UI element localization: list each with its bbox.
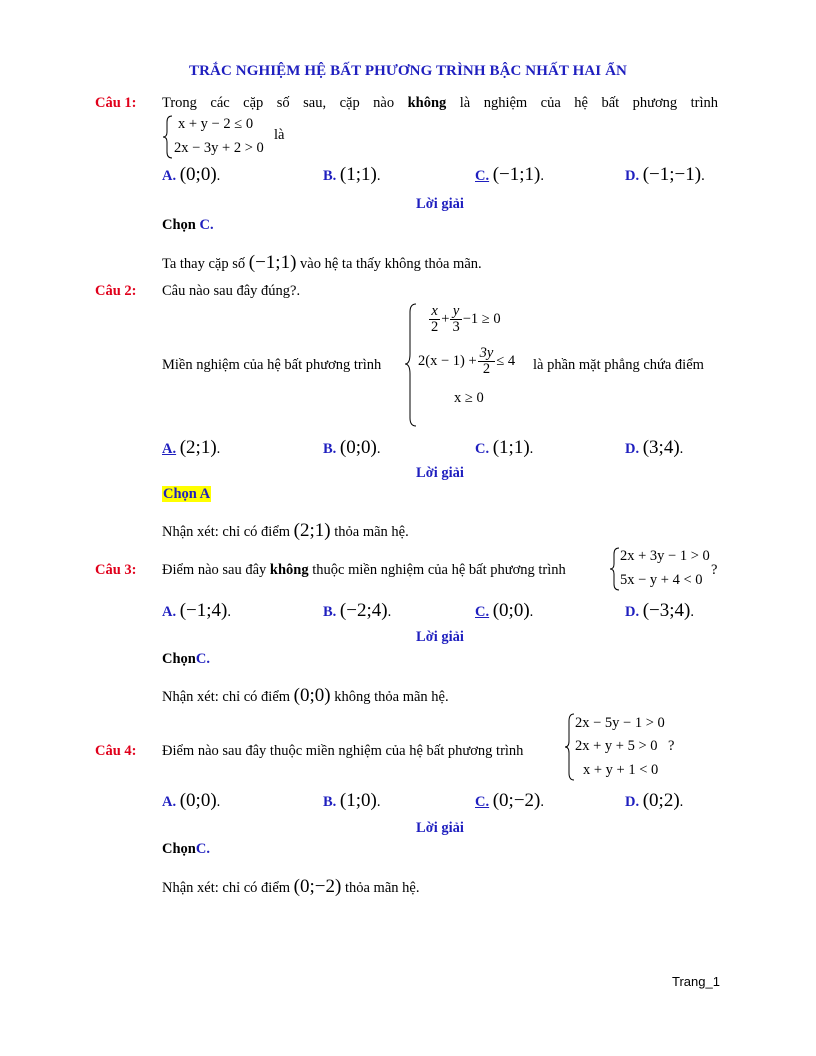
q1-option-b[interactable]: B. (1;1).: [323, 164, 381, 185]
q4-option-d[interactable]: D. (0;2).: [625, 790, 684, 811]
question-1-system-line-2: 2x − 3y + 2 > 0: [174, 140, 264, 156]
question-1-label: Câu 1:: [95, 95, 137, 111]
question-1-system-suffix: là: [274, 127, 285, 143]
q4-option-c[interactable]: C. (0;−2).: [475, 790, 545, 811]
page-number: Trang_1: [672, 974, 720, 989]
question-2-eq-1: $\frac{x}{2}$ + $\frac{y}{3}$ −1 ≥ 0: [431, 303, 501, 336]
question-1-text-bold: không: [407, 95, 447, 111]
question-2-eq-3: x ≥ 0: [454, 390, 484, 406]
q1-solution-heading: Lời giải: [416, 196, 464, 212]
q2-solution-heading: Lời giải: [416, 465, 464, 481]
q1-option-d[interactable]: D. (−1;−1).: [625, 164, 705, 185]
question-1-text-pre: Trong các cặp số sau, cặp nào: [162, 95, 395, 111]
q4-option-b[interactable]: B. (1;0).: [323, 790, 381, 811]
question-1-system-line-1: x + y − 2 ≤ 0: [178, 116, 254, 132]
question-3-system-suffix: ?: [711, 562, 718, 578]
question-4-text: Điểm nào sau đây thuộc miền nghiệm của hệ bất phương trình: [162, 743, 524, 759]
question-2-system: [404, 302, 534, 428]
question-1-text: [162, 95, 718, 112]
question-2-eq-2: 2(x − 1) + $\frac{3y}{2}$ ≤ 4: [418, 345, 516, 378]
question-4-system: [564, 712, 674, 782]
q1-option-a[interactable]: A. (0;0).: [162, 164, 221, 185]
q4-option-a[interactable]: A. (0;0).: [162, 790, 221, 811]
question-2-label: Câu 2:: [95, 283, 137, 299]
q3-solution-heading: Lời giải: [416, 629, 464, 645]
question-3-label: Câu 3:: [95, 562, 137, 578]
question-4-label: Câu 4:: [95, 743, 137, 759]
q4-explanation: Nhận xét: chỉ có điểm (0;−2) thỏa mãn hệ.: [162, 876, 420, 897]
q2-answer: Chọn A: [163, 486, 211, 502]
question-3-text: Điểm nào sau đây không thuộc miền nghiệm của hệ bất phương trình: [162, 562, 566, 578]
q1-option-c[interactable]: C. (−1;1).: [475, 164, 545, 185]
q3-option-d[interactable]: D. (−3;4).: [625, 600, 695, 621]
left-brace-icon: [404, 302, 418, 428]
left-brace-icon: [162, 114, 174, 160]
question-2-lead: Miền nghiệm của hệ bất phương trình: [162, 357, 382, 373]
q3-answer: ChọnC.: [162, 651, 210, 667]
question-1-text-post: là nghiệm của hệ bất phương trình: [459, 95, 719, 111]
q3-option-a[interactable]: A. (−1;4).: [162, 600, 232, 621]
q3-option-b[interactable]: B. (−2;4).: [323, 600, 392, 621]
question-3-system: [609, 546, 719, 592]
question-1-system: [162, 114, 272, 160]
q3-option-c[interactable]: C. (0;0).: [475, 600, 534, 621]
question-3-system-line-2: 5x − y + 4 < 0: [620, 572, 703, 588]
question-4-system-line-3: x + y + 1 < 0: [583, 762, 659, 778]
q1-explanation: Ta thay cặp số (−1;1) vào hệ ta thấy không thỏa mãn.: [162, 252, 482, 273]
q2-option-c[interactable]: C. (1;1).: [475, 437, 534, 458]
q2-explanation: Nhận xét: chỉ có điểm (2;1) thỏa mãn hệ.: [162, 520, 409, 541]
q2-option-a[interactable]: A. (2;1).: [162, 437, 221, 458]
question-2-tail: là phần mặt phẳng chứa điểm: [533, 357, 704, 373]
page-title: TRẮC NGHIỆM HỆ BẤT PHƯƠNG TRÌNH BẬC NHẤT HAI ẨN: [189, 63, 627, 79]
q4-answer: ChọnC.: [162, 841, 210, 857]
question-4-system-line-2: 2x + y + 5 > 0: [575, 738, 658, 754]
q4-solution-heading: Lời giải: [416, 820, 464, 836]
question-2-text: Câu nào sau đây đúng?.: [162, 283, 301, 299]
question-4-system-line-1: 2x − 5y − 1 > 0: [575, 715, 665, 731]
q2-option-b[interactable]: B. (0;0).: [323, 437, 381, 458]
q3-explanation: Nhận xét: chỉ có điểm (0;0) không thỏa mãn hệ.: [162, 685, 449, 706]
q1-answer: Chọn C.: [162, 217, 214, 233]
q2-option-d[interactable]: D. (3;4).: [625, 437, 684, 458]
question-3-system-line-1: 2x + 3y − 1 > 0: [620, 548, 710, 564]
question-4-system-suffix: ?: [668, 738, 675, 754]
